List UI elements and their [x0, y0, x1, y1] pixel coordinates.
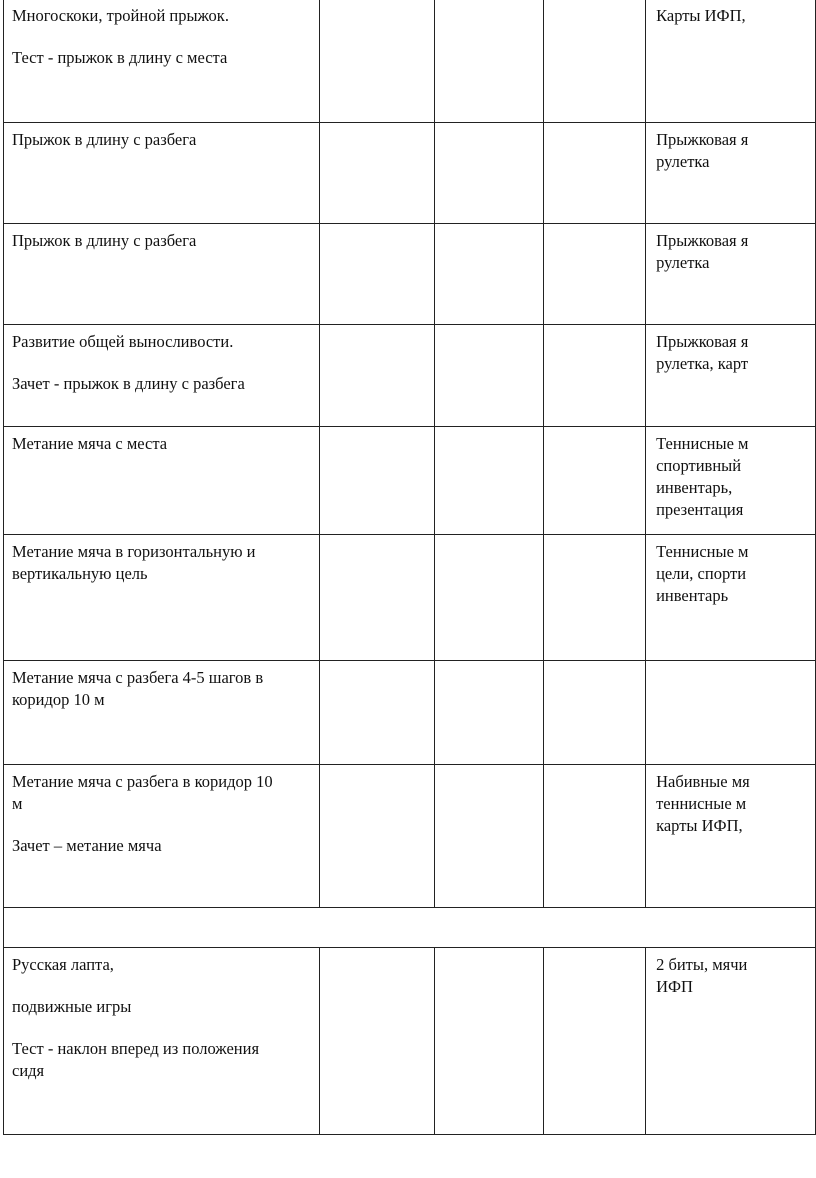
equipment-line: Прыжковая я: [656, 130, 749, 149]
topic-line: Метание мяча с места: [12, 434, 168, 453]
topic-line: Прыжок в длину с разбега: [12, 130, 197, 149]
table-row: [4, 765, 816, 908]
topic-line: сидя: [12, 1061, 45, 1080]
equipment-line: инвентарь,: [656, 478, 733, 497]
empty-cell: [319, 325, 434, 427]
equipment-line: рулетка, карт: [656, 354, 749, 373]
equipment-line: рулетка: [656, 152, 710, 171]
empty-cell: [543, 123, 646, 224]
topic-line: Метание мяча с разбега 4-5 шагов в: [12, 668, 264, 687]
topic-line: Тест - наклон вперед из положения: [12, 1039, 260, 1058]
empty-cell: [434, 661, 543, 765]
empty-cell: [319, 427, 434, 535]
topic-line: Русская лапта,: [12, 955, 114, 974]
empty-cell: [434, 0, 543, 123]
table-row: [4, 535, 816, 661]
topic-cell: [4, 535, 320, 661]
topic-line: Метание мяча в горизонтальную и: [12, 542, 256, 561]
empty-cell: [319, 224, 434, 325]
topic-line: вертикальную цель: [12, 564, 148, 583]
empty-cell: [319, 661, 434, 765]
empty-cell: [434, 427, 543, 535]
topic-line: коридор 10 м: [12, 690, 105, 709]
empty-cell: [434, 224, 543, 325]
empty-cell: [319, 948, 434, 1135]
empty-cell: [319, 535, 434, 661]
topic-cell: [4, 224, 320, 325]
empty-cell: [434, 535, 543, 661]
table-row: [4, 123, 816, 224]
empty-cell: [4, 908, 816, 948]
empty-cell: [434, 325, 543, 427]
equipment-line: инвентарь: [656, 586, 729, 605]
topic-cell: [4, 765, 320, 908]
topic-line: Тест - прыжок в длину с места: [12, 48, 228, 67]
equipment-line: Теннисные м: [656, 542, 749, 561]
table-row: [4, 948, 816, 1135]
topic-line: Зачет - прыжок в длину с разбега: [12, 374, 245, 393]
table-row: [4, 661, 816, 765]
equipment-line: презентация: [656, 500, 744, 519]
table-row: [4, 0, 816, 123]
empty-cell: [434, 948, 543, 1135]
equipment-cell: [646, 535, 816, 661]
section-separator-row: [4, 908, 816, 948]
equipment-line: ИФП: [656, 977, 693, 996]
equipment-cell: [646, 765, 816, 908]
empty-cell: [434, 765, 543, 908]
equipment-line: цели, спорти: [656, 564, 747, 583]
topic-cell: [4, 427, 320, 535]
empty-cell: [434, 123, 543, 224]
topic-cell: [4, 948, 320, 1135]
topic-line: Метание мяча с разбега в коридор 10: [12, 772, 273, 791]
empty-cell: [319, 123, 434, 224]
equipment-line: 2 биты, мячи: [656, 955, 748, 974]
empty-cell: [543, 948, 646, 1135]
topic-line: Прыжок в длину с разбега: [12, 231, 197, 250]
equipment-cell: [646, 224, 816, 325]
topic-cell: [4, 0, 320, 123]
topic-cell: [4, 661, 320, 765]
equipment-line: Теннисные м: [656, 434, 749, 453]
equipment-cell: [646, 661, 816, 765]
equipment-cell: [646, 0, 816, 123]
topic-line: Развитие общей выносливости.: [12, 332, 234, 351]
empty-cell: [543, 427, 646, 535]
equipment-line: Прыжковая я: [656, 332, 749, 351]
equipment-line: Карты ИФП,: [656, 6, 746, 25]
topic-line: Многоскоки, тройной прыжок.: [12, 6, 229, 25]
empty-cell: [543, 765, 646, 908]
equipment-line: спортивный: [656, 456, 742, 475]
equipment-cell: [646, 427, 816, 535]
empty-cell: [543, 535, 646, 661]
empty-cell: [319, 765, 434, 908]
equipment-line: рулетка: [656, 253, 710, 272]
equipment-cell: [646, 123, 816, 224]
empty-cell: [319, 0, 434, 123]
topic-line: м: [12, 794, 23, 813]
equipment-line: карты ИФП,: [656, 816, 743, 835]
table-row: [4, 427, 816, 535]
equipment-line: Прыжковая я: [656, 231, 749, 250]
topic-line: Зачет – метание мяча: [12, 836, 162, 855]
table-row: [4, 325, 816, 427]
empty-cell: [543, 325, 646, 427]
equipment-cell: [646, 325, 816, 427]
empty-cell: [543, 0, 646, 123]
topic-cell: [4, 123, 320, 224]
lesson-plan-table: [3, 0, 816, 1135]
equipment-line: Набивные мя: [656, 772, 750, 791]
equipment-line: теннисные м: [656, 794, 747, 813]
empty-cell: [543, 224, 646, 325]
equipment-cell: [646, 948, 816, 1135]
empty-cell: [543, 661, 646, 765]
table-row: [4, 224, 816, 325]
topic-cell: [4, 325, 320, 427]
topic-line: подвижные игры: [12, 997, 132, 1016]
